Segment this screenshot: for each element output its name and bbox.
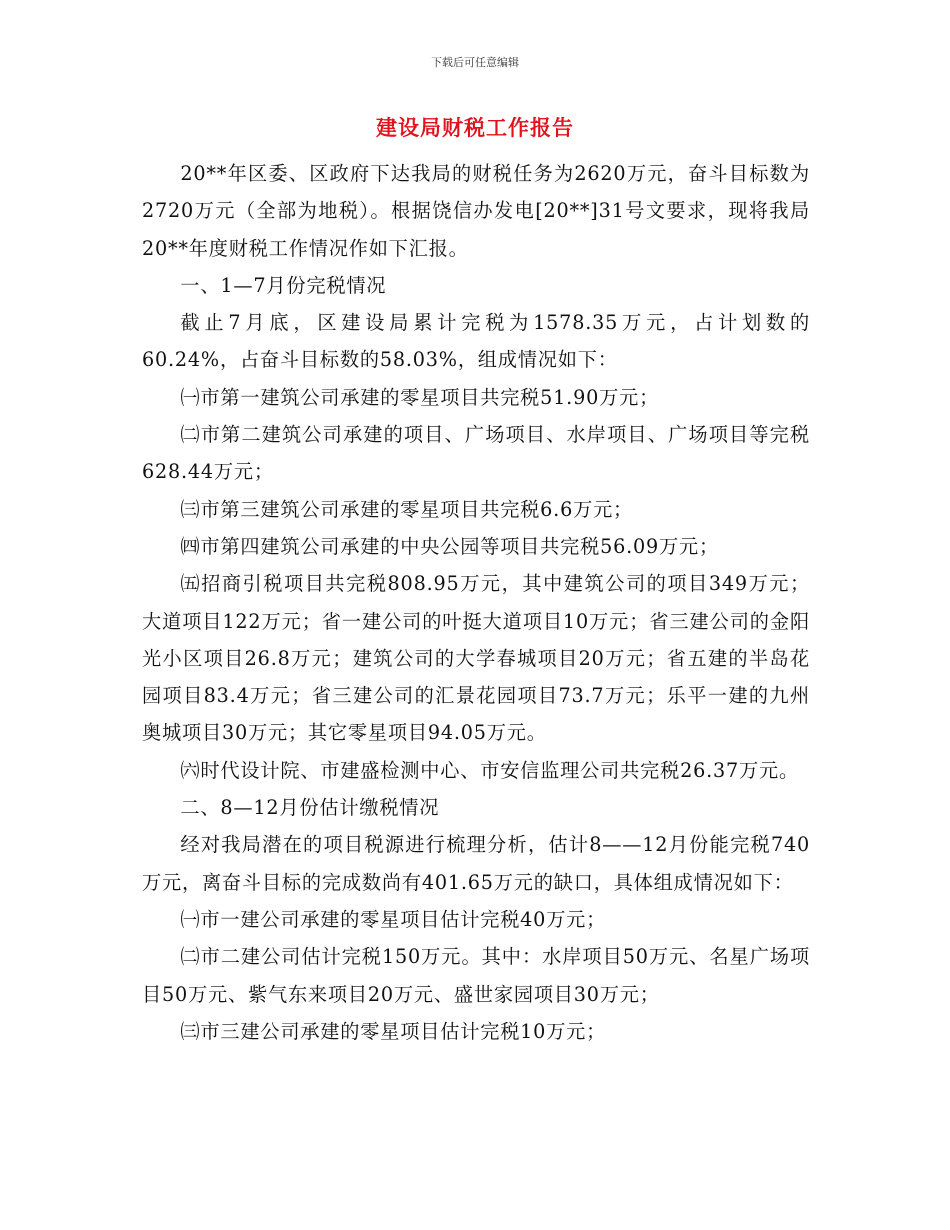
list-item: ㈠市一建公司承建的零星项目估计完税40万元； (180, 907, 607, 931)
list-item: ㈠市第一建筑公司承建的零星项目共完税51.90万元； (180, 385, 660, 409)
list-item: ㈢市第三建筑公司承建的零星项目共完税6.6万元； (180, 497, 634, 521)
list-item: ㈣市第四建筑公司承建的中央公园等项目共完税56.09万元； (180, 534, 720, 558)
list-item: ㈡市二建公司估计完税150万元。其中：水岸项目50万元、名星广场项目50万元、紫气东来项目20万元、盛世家园项目30万元； (142, 945, 810, 1006)
list-item: ㈤招商引税项目共完税808.95万元，其中建筑公司的项目349万元；大道项目122万元；省一建公司的叶挺大道项目10万元；省三建公司的金阳光小区项目26.8万元；建筑公司的大学春城项目20万元；省五建的半岛花园项目83.4万元；省三建公司的汇景花园项目73.7万元；乐平一建的九州奥城项目30万元；其它零星项目94.05万元。 (142, 572, 810, 745)
document-body (142, 155, 810, 1050)
list-item: ㈢市三建公司承建的零星项目估计完税10万元； (180, 1019, 607, 1043)
document-title: 建设局财税工作报告 (376, 116, 574, 140)
list-item: ㈥时代设计院、市建盛检测中心、市安信监理公司共完税26.37万元。 (180, 758, 799, 782)
list-item: ㈡市第二建筑公司承建的项目、广场项目、水岸项目、广场项目等完税628.44万元； (142, 423, 810, 484)
paragraph: 经对我局潜在的项目税源进行梳理分析，估计8——12月份能完税740万元，离奋斗目标的完成数尚有401.65万元的缺口，具体组成情况如下： (142, 833, 810, 894)
section-heading-2: 二、8—12月份估计缴税情况 (180, 796, 440, 820)
section-heading-1: 一、1—7月份完税情况 (180, 273, 387, 297)
paragraph: 截止7月底，区建设局累计完税为1578.35万元，占计划数的60.24%，占奋斗目标数的58.03%，组成情况如下： (142, 311, 810, 372)
header-note: 下载后可任意编辑 (431, 56, 519, 69)
paragraph-intro: 20**年区委、区政府下达我局的财税任务为2620万元，奋斗目标数为2720万元（全部为地税）。根据饶信办发电[20**]31号文要求，现将我局20**年度财税工作情况作如下汇报。 (142, 162, 810, 260)
